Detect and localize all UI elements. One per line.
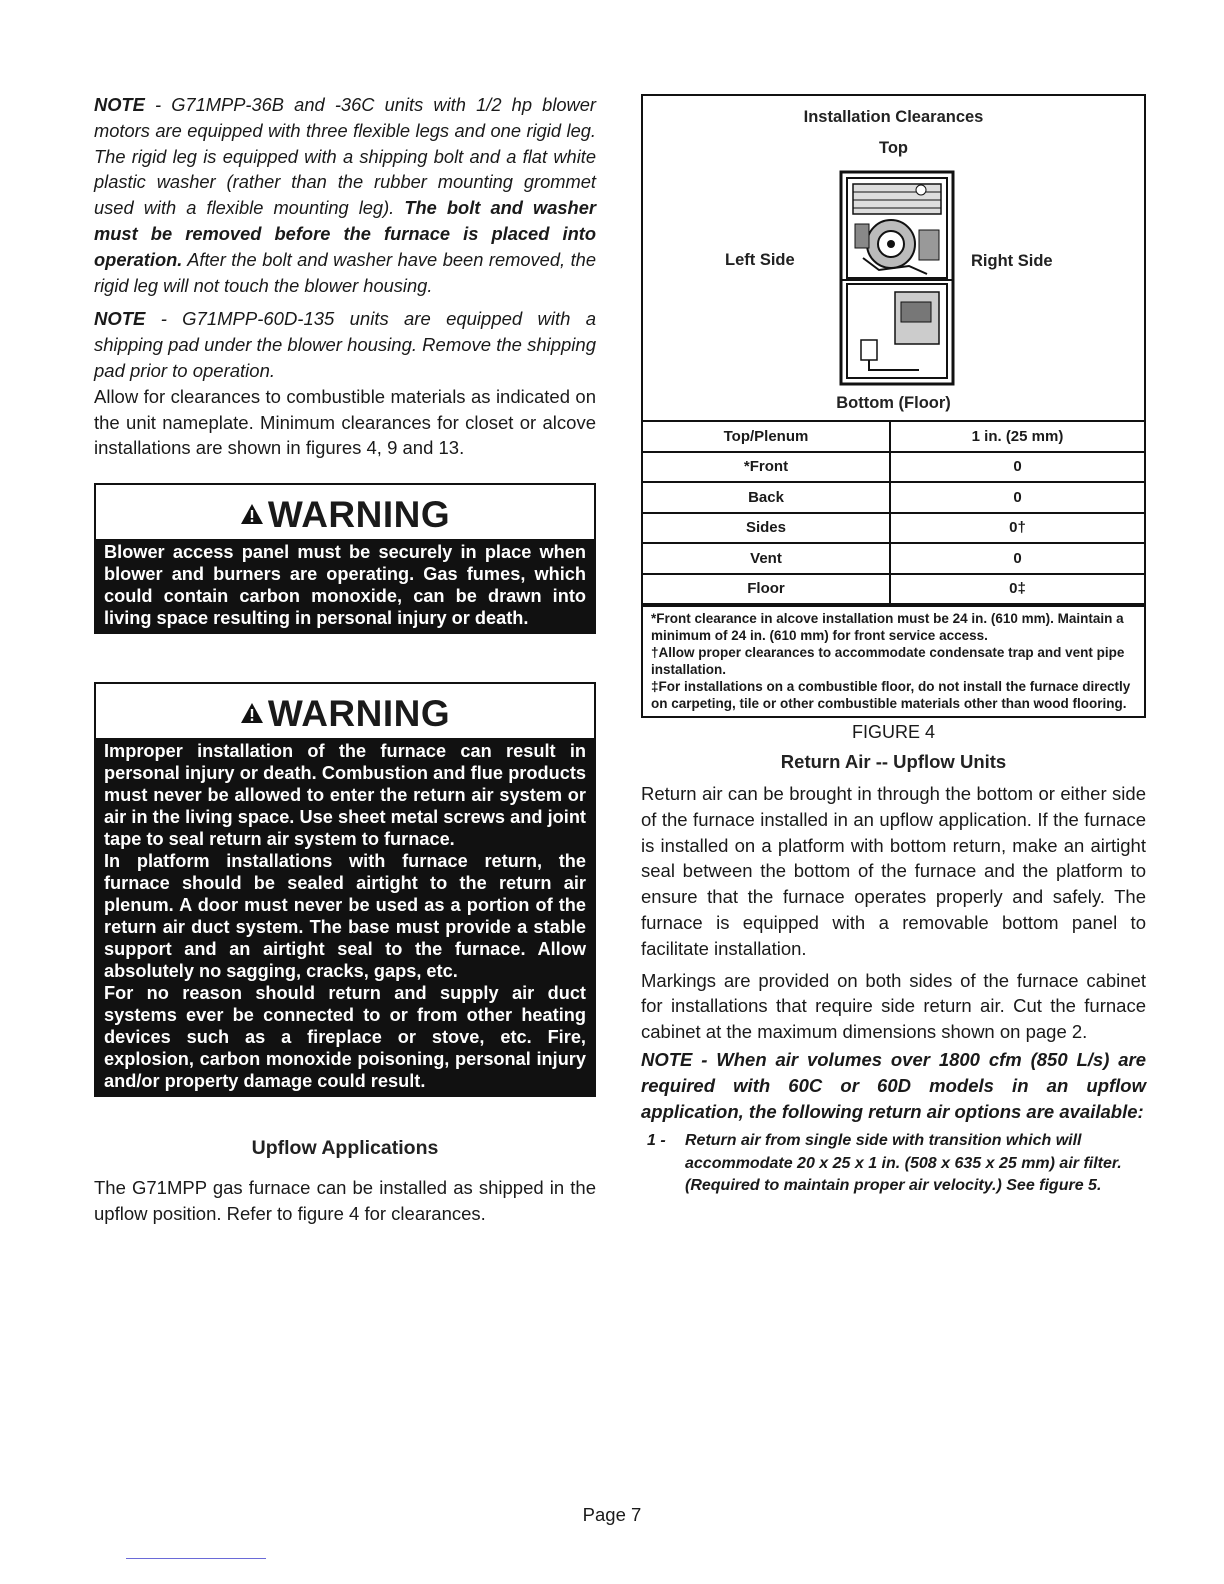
clearance-value: 0 [890, 452, 1144, 483]
note-label: NOTE [94, 94, 145, 115]
warning-title [96, 684, 594, 738]
note-text-end: After the bolt and washer have been removed, the rigid leg will not touch the blower housing. [94, 248, 596, 296]
note-air-volumes: NOTE - When air volumes over 1800 cfm (850 L/s) are required with 60C or 60D models in an upflow application, the following return air options are available: [641, 1048, 1146, 1122]
upflow-text: The G71MPP gas furnace can be installed as shipped in the upflow position. Refer to figure 4 for clearances. [94, 1177, 596, 1224]
clearance-row [643, 452, 1144, 483]
clearance-value: 1 in. (25 mm) [890, 421, 1144, 452]
note-bold-text: The bolt and washer must be removed before the furnace is placed into operation. [94, 197, 596, 270]
clearance-location: Vent [643, 543, 890, 574]
clearance-row [643, 574, 1144, 605]
clearance-location: Top/Plenum [643, 421, 890, 452]
clearance-paragraph: Allow for clearances to combustible materials as indicated on the unit nameplate. Minimum clearances for closet or alcove installations are shown in figures 4, 9 and 13. [94, 385, 596, 459]
label-top: Top [878, 139, 908, 157]
note-shipping-bolt [94, 92, 596, 298]
warning-triangle-icon [240, 503, 264, 525]
figure-footnotes [643, 605, 1144, 716]
clearance-value: 0 [890, 543, 1144, 574]
return-air-heading: Return Air -- Upflow Units [780, 751, 1007, 772]
list-item-number: 1 - [647, 1132, 666, 1150]
note-text: - G71MPP-60D-135 units are equipped with a shipping pad under the blower housing. Remove the shipping pad prior to operation. [94, 308, 596, 381]
warning-body: Blower access panel must be securely in place when blower and burners are operating. Gas fumes, which could contain carbon monoxide, can be drawn into living space resulting in personal injury or death. [96, 539, 594, 632]
clearance-table [643, 420, 1144, 605]
clearance-row [643, 543, 1144, 574]
figure-4-box [641, 94, 1146, 718]
label-left-side: Left Side [725, 251, 795, 269]
footnote-front: *Front clearance in alcove installation must be 24 in. (610 mm). Maintain a minimum of 24 in. (610 mm) for front service access. [651, 611, 1124, 643]
clearance-value: 0† [890, 513, 1144, 544]
warning-paragraph: For no reason should return and supply air duct systems ever be connected to or from other heating devices such as a fireplace or stove, etc. Fire, explosion, carbon monoxide poisoning, personal injury and/or property damage could result. [104, 983, 586, 1092]
furnace-diagram [643, 96, 1144, 420]
warning-body [96, 738, 594, 1095]
clearance-row [643, 482, 1144, 513]
warning-box-installation [94, 682, 596, 1097]
bottom-rule [126, 1558, 266, 1559]
label-bottom-floor: Bottom (Floor) [836, 394, 951, 412]
note-shipping-pad [94, 306, 596, 383]
footnote-double-dagger: ‡For installations on a combustible floor, do not install the furnace directly on carpeting, tile or other combustible materials other than wood flooring. [651, 679, 1131, 711]
clearance-value: 0 [890, 482, 1144, 513]
label-right-side: Right Side [971, 252, 1053, 270]
clearance-location: Back [643, 482, 890, 513]
upflow-heading: Upflow Applications [251, 1137, 439, 1160]
return-options-list [641, 1130, 1146, 1197]
warning-paragraph: Improper installation of the furnace can result in personal injury or death. Combustion and flue products must never be allowed to enter the return air system or air in the living space. Use sheet metal screws and joint tape to seal return air system to furnace. [104, 741, 586, 850]
warning-box-blower [94, 483, 596, 634]
note-text: - G71MPP-36B and -36C units with 1/2 hp blower motors are equipped with three flexible legs and one rigid leg. The rigid leg is equipped with a shipping bolt and a flat white plastic washer (rather than the rubber mounting grommet used with a flexible mounting leg). [94, 94, 596, 219]
clearance-location: *Front [643, 452, 890, 483]
diagram-title: Installation Clearances [803, 108, 984, 126]
footnote-dagger: †Allow proper clearances to accommodate condensate trap and vent pipe installation. [651, 645, 1125, 677]
note-label: NOTE [94, 308, 146, 330]
clearance-location: Sides [643, 513, 890, 544]
warning-title-text: WARNING [267, 494, 451, 536]
left-column [94, 92, 596, 1227]
warning-title-text: WARNING [267, 693, 451, 735]
furnace-illustration [839, 170, 955, 386]
page-number: Page 7 [582, 1504, 642, 1525]
warning-title [96, 485, 594, 539]
side-return-paragraph: Markings are provided on both sides of the furnace cabinet for installations that require side return air. Cut the furnace cabinet at the maximum dimensions shown on page 2. [641, 969, 1146, 1043]
clearance-value: 0‡ [890, 574, 1144, 605]
figure-caption: FIGURE 4 [851, 722, 935, 742]
warning-triangle-icon [240, 702, 264, 724]
list-item-text: Return air from single side with transition which will accommodate 20 x 25 x 1 in. (508 x 635 x 25 mm) air filter. (Required to maintain proper air velocity.) See figure 5. [685, 1132, 1122, 1195]
clearance-row [643, 421, 1144, 452]
right-column [641, 94, 1146, 1198]
clearance-row [643, 513, 1144, 544]
clearance-location: Floor [643, 574, 890, 605]
warning-paragraph: In platform installations with furnace return, the furnace should be sealed airtight to the return air plenum. A door must never be used as a portion of the return air duct system. The base must provide a stable support and an airtight seal to the furnace. Allow absolutely no sagging, cracks, gaps, etc. [104, 851, 586, 982]
list-item [641, 1130, 1146, 1197]
return-air-paragraph: Return air can be brought in through the bottom or either side of the furnace installed in an upflow application. If the furnace is installed on a platform with bottom return, make an airtight seal between the bottom of the furnace and the platform to ensure that the furnace operates properly and safely. The furnace is equipped with a removable bottom panel to facilitate installation. [641, 783, 1146, 959]
